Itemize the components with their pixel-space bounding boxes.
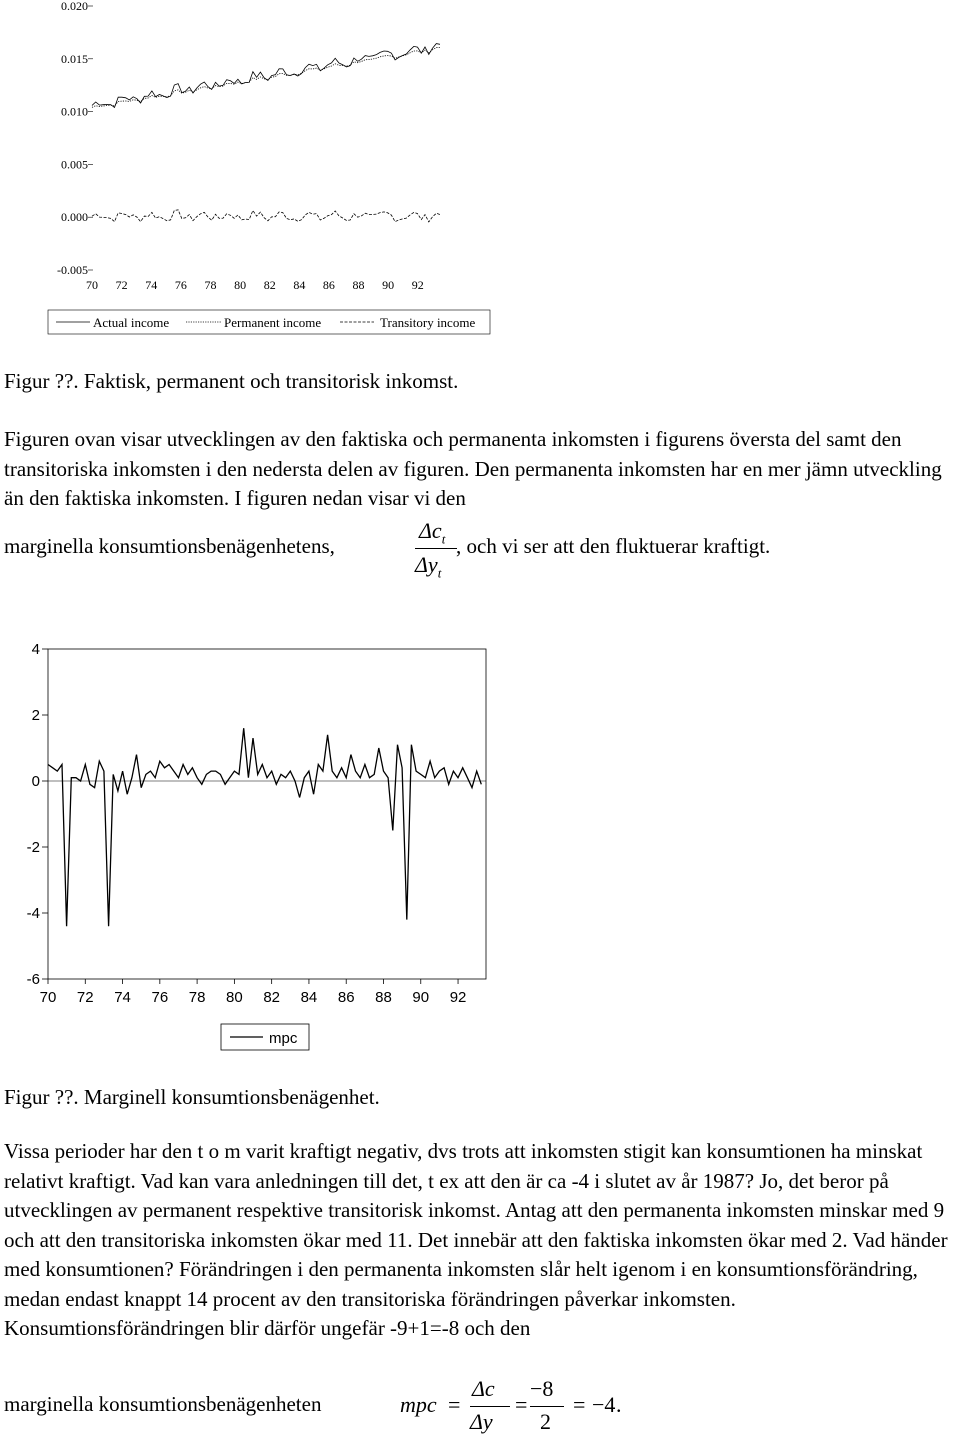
- fraction-denominator-sub: t: [437, 565, 442, 581]
- legend-mpc-label: mpc: [269, 1030, 298, 1047]
- chart2-legend: [221, 1024, 309, 1050]
- y-tick-label: 2: [31, 707, 40, 724]
- y-tick-label: 0: [31, 773, 40, 790]
- frac-a-numerator: Δc: [472, 1376, 495, 1401]
- frac-b-numerator: −8: [530, 1376, 554, 1401]
- legend-permanent-label: Permanent income: [224, 315, 322, 330]
- y-tick-label: 0.020: [61, 0, 88, 13]
- x-tick-label: 70: [86, 278, 98, 292]
- x-tick-label: 74: [114, 989, 131, 1006]
- figure1-caption: Figur ??. Faktisk, permanent och transitorisk inkomst.: [4, 369, 459, 393]
- fraction-denominator: Δy: [415, 552, 438, 577]
- x-tick-label: 74: [145, 278, 158, 292]
- y-tick-label: 0.010: [61, 104, 88, 119]
- x-tick-label: 88: [375, 989, 392, 1006]
- mpc-chart: [0, 630, 500, 1060]
- mpc-definition-line-end: , och vi ser att den fluktuerar kraftigt.: [456, 534, 771, 558]
- x-tick-label: 82: [263, 989, 281, 1006]
- fraction-numerator: Δc: [419, 518, 442, 543]
- y-tick-label: 0.005: [61, 157, 88, 172]
- x-tick-label: 70: [39, 989, 57, 1006]
- equals-2: =: [515, 1392, 528, 1417]
- legend-actual-label: Actual income: [93, 315, 170, 330]
- mpc-definition-line-start: marginella konsumtionsbenägenhetens,: [4, 534, 335, 558]
- x-tick-label: 86: [337, 989, 355, 1006]
- equals-3: =: [573, 1392, 586, 1417]
- x-tick-label: 92: [411, 278, 424, 292]
- actual-income-line: [92, 44, 440, 108]
- x-tick-label: 72: [76, 989, 94, 1006]
- permanent-income-line: [92, 48, 440, 108]
- y-tick-label: -6: [26, 971, 40, 988]
- x-tick-label: 82: [263, 278, 276, 292]
- x-tick-label: 90: [412, 989, 430, 1006]
- result-value: −4: [592, 1392, 616, 1417]
- x-tick-label: 84: [300, 989, 318, 1006]
- x-tick-label: 78: [204, 278, 217, 292]
- x-tick-label: 76: [151, 989, 169, 1006]
- y-tick-label: -2: [26, 839, 40, 856]
- x-tick-label: 92: [449, 989, 467, 1006]
- legend-transitory-label: Transitory income: [380, 315, 476, 330]
- frac-b-denominator: 2: [540, 1409, 551, 1434]
- paragraph-1: Figuren ovan visar utvecklingen av den faktiska och permanenta inkomsten i figurens översta del samt den transitoriska inkomsten i den nedersta delen av figuren. Den permanenta inkomsten har en mer jämn utveckling än den faktiska inkomsten. I figuren nedan visar vi den: [4, 427, 942, 510]
- income-chart: [0, 0, 500, 340]
- x-tick-label: 86: [322, 278, 335, 292]
- x-tick-label: 72: [115, 278, 128, 292]
- frac-a-denominator: Δy: [470, 1409, 493, 1434]
- final-line-text: marginella konsumtionsbenägenheten: [4, 1392, 322, 1416]
- period: .: [616, 1392, 622, 1417]
- y-tick-label: -4: [26, 905, 40, 922]
- y-tick-label: 0.015: [61, 51, 88, 66]
- y-tick-label: 0.000: [61, 210, 88, 225]
- mpc-series-line: [48, 728, 481, 926]
- figure2-caption: Figur ??. Marginell konsumtionsbenägenhet.: [4, 1085, 380, 1109]
- y-tick-label: -0.005: [57, 263, 88, 277]
- x-tick-label: 88: [352, 278, 365, 292]
- chart1-legend: [48, 310, 490, 334]
- x-tick-label: 78: [188, 989, 206, 1006]
- transitory-income-line: [92, 210, 440, 222]
- x-tick-label: 76: [174, 278, 187, 292]
- x-tick-label: 84: [293, 278, 306, 292]
- mpc-symbol: mpc: [400, 1392, 437, 1417]
- x-tick-label: 80: [226, 989, 243, 1006]
- paragraph-2: Vissa perioder har den t o m varit kraftigt negativ, dvs trots att inkomsten stigit kan konsumtionen ha minskat relativt kraftigt. Vad kan vara anledningen till det, t ex att den är ca -4 i slutet av år 1987? Jo, det beror på utvecklingen av permanent respektive transitorisk inkomst. Antag att den permanenta inkomsten minskar med 9 och att den transitoriska inkomsten ökar med 11. Det innebär att den faktiska inkomsten ökar med 2. Vad händer med konsumtionen? Förändringen i den permanenta inkomsten slår helt igenom i en konsumtionsförändring, medan endast knappt 14 procent av den transitoriska förändringen påverkar inkomsten. Konsumtionsförändringen blir därför ungefär -9+1=-8 och den: [4, 1139, 948, 1340]
- x-tick-label: 90: [382, 278, 395, 292]
- fraction-numerator-sub: t: [441, 531, 446, 547]
- x-tick-label: 80: [234, 278, 247, 292]
- y-tick-label: 4: [31, 641, 40, 658]
- equals-1: =: [448, 1392, 461, 1417]
